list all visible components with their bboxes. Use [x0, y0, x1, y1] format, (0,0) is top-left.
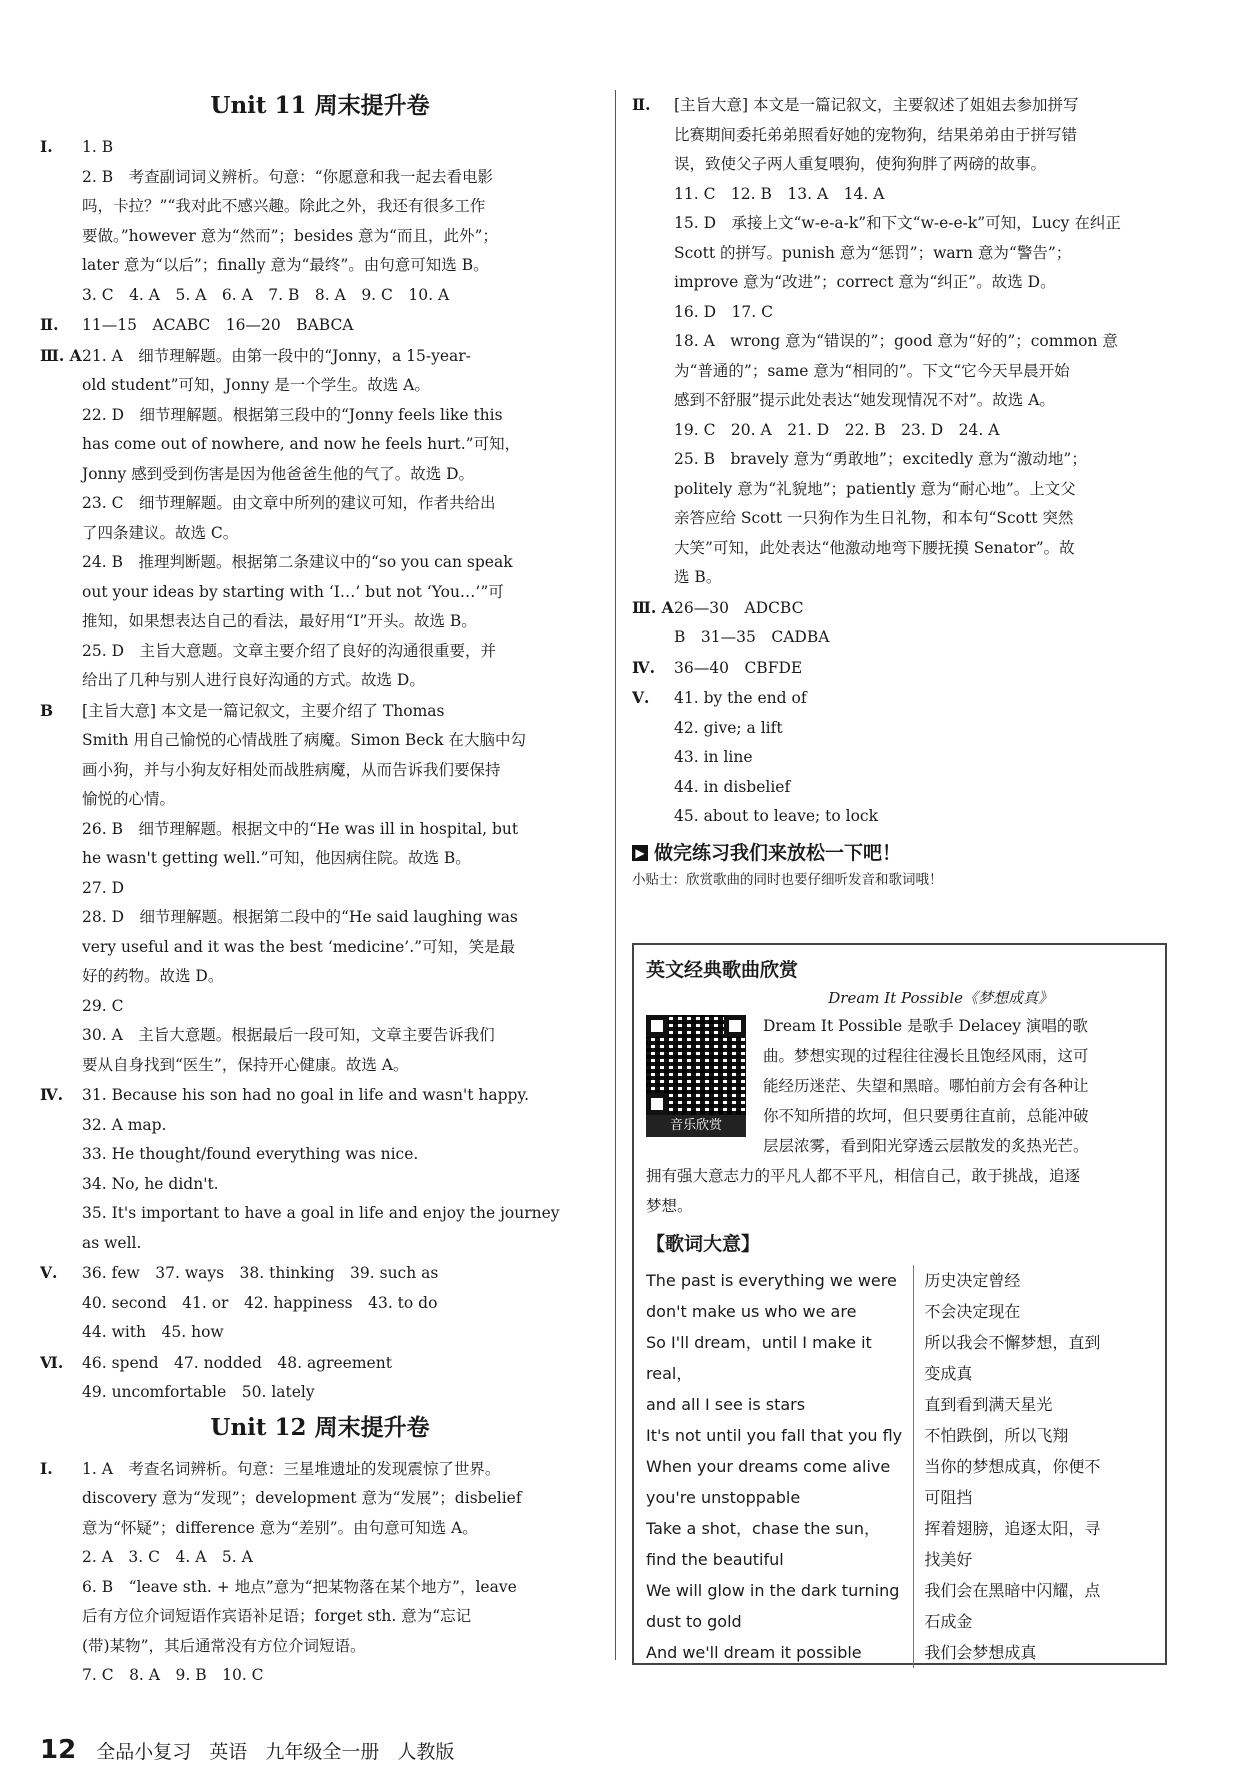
- answer-line: [40, 933, 600, 963]
- answer-line: [40, 1348, 600, 1379]
- answer-line: [40, 430, 600, 460]
- unit11-answers-continued: [632, 90, 1172, 832]
- answer-text: 32. A map.: [82, 1115, 167, 1134]
- answer-text: 28. D 细节理解题。根据第二段中的“He said laughing was: [82, 908, 518, 926]
- answer-text: discovery 意为“发现”；development 意为“发展”；disbelief: [82, 1489, 522, 1507]
- answer-text: Smith 用自己愉悦的心情战胜了病魔。Simon Beck 在大脑中勾: [82, 731, 526, 749]
- answer-text: 1. A 考查名词辨析。句意：三星堆遗址的发现震惊了世界。: [82, 1459, 501, 1478]
- answer-line: [40, 192, 600, 222]
- answer-text: 6. B “leave sth. + 地点”意为“把某物落在某个地方”，leave: [82, 1577, 517, 1596]
- answer-line: [632, 416, 1172, 446]
- song-subtitle: Dream It Possible《梦想成真》: [828, 989, 1053, 1007]
- answer-line: [40, 310, 600, 341]
- lyrics-english: [646, 1265, 914, 1668]
- answer-line: [632, 683, 1172, 714]
- answer-text: 11. C 12. B 13. A 14. A: [674, 184, 885, 203]
- answer-text: 选 B。: [674, 568, 722, 586]
- lyric-line-zh: 挥着翅膀，追逐太阳，寻: [924, 1519, 1101, 1538]
- song-intro-tail: [646, 1161, 1153, 1221]
- answer-text: Scott 的拼写。punish 意为“惩罚”；warn 意为“警告”；: [674, 243, 1072, 262]
- answer-text: he wasn't getting well.”可知，他因病住院。故选 B。: [82, 849, 471, 867]
- answer-text: 35. It's important to have a goal in life and enjoy the journey: [82, 1204, 560, 1222]
- answer-line: [40, 1258, 600, 1289]
- section-label: Ⅲ. A: [632, 597, 674, 617]
- answer-line: [40, 785, 600, 815]
- answer-text: 25. B bravely 意为“勇敢地”；excitedly 意为“激动地”；: [674, 450, 1087, 468]
- lyrics-heading: 【歌词大意】: [646, 1233, 761, 1255]
- answer-text: 15. D 承接上文“w-e-a-k”和下文“w-e-e-k”可知，Lucy 在纠正: [674, 214, 1121, 232]
- answer-line: [40, 401, 600, 431]
- lyric-line-zh: 当你的梦想成真，你便不: [924, 1457, 1101, 1476]
- answer-line: [40, 489, 600, 519]
- section-label: Ⅱ.: [40, 315, 59, 334]
- answer-text: 26. B 细节理解题。根据文中的“He was ill in hospital, but: [82, 819, 519, 838]
- answer-text: (带)某物”，其后通常没有方位介词短语。: [82, 1636, 366, 1655]
- lyric-line-en: When your dreams come alive: [646, 1457, 891, 1476]
- intro-line: 能经历迷茫、失望和黑暗。哪怕前方会有各种让: [763, 1077, 1089, 1095]
- answer-text: 感到不舒服”提示此处表达“她发现情况不对”。故选 A。: [674, 391, 1055, 409]
- answer-line: [40, 1170, 600, 1200]
- answer-line: [40, 962, 600, 992]
- lyric-line-zh: 我们会在黑暗中闪耀，点: [924, 1581, 1101, 1600]
- unit11-title: Unit 11 周末提升卷: [210, 92, 430, 119]
- answer-line: [40, 696, 600, 727]
- answer-text: [主旨大意] 本文是一篇记叙文，主要介绍了 Thomas: [82, 701, 445, 720]
- lyric-line-en: dust to gold: [646, 1612, 742, 1631]
- lyric-line-zh: 所以我会不懈梦想，直到: [924, 1333, 1101, 1352]
- answer-line: [40, 222, 600, 252]
- answer-text: 1. B: [82, 138, 114, 156]
- lyric-line-en: We will glow in the dark turning: [646, 1581, 900, 1600]
- answer-text: 愉悦的心情。: [82, 790, 176, 808]
- unit11-answers: [40, 132, 600, 1408]
- lyric-line-en: It's not until you fall that you fly: [646, 1426, 903, 1445]
- answer-line: [40, 1051, 600, 1081]
- subject-name: 英语: [209, 1741, 248, 1763]
- answer-line: [40, 548, 600, 578]
- answer-line: [632, 563, 1172, 593]
- answer-line: [632, 623, 1172, 653]
- answer-text: 40. second 41. or 42. happiness 43. to do: [82, 1293, 438, 1312]
- answer-text: 7. C 8. A 9. B 10. C: [82, 1666, 264, 1684]
- answer-text: 后有方位介词短语作宾语补足语；forget sth. 意为“忘记: [82, 1607, 472, 1625]
- answer-text: 好的药物。故选 D。: [82, 967, 224, 985]
- answer-line: [40, 903, 600, 933]
- answer-line: [40, 1514, 600, 1544]
- answer-line: [632, 209, 1172, 239]
- answer-text: 了四条建议。故选 C。: [82, 523, 239, 542]
- answer-text: 36. few 37. ways 38. thinking 39. such as: [82, 1264, 439, 1282]
- answer-text: 31. Because his son had no goal in life and wasn't happy.: [82, 1086, 530, 1104]
- answer-text: B 31—35 CADBA: [674, 628, 830, 646]
- unit12-title: Unit 12 周末提升卷: [210, 1413, 430, 1441]
- answer-line: [40, 1543, 600, 1573]
- answer-line: [40, 1454, 600, 1485]
- answer-line: [632, 121, 1172, 151]
- answer-text: very useful and it was the best ‘medicine’.”可知，笑是最: [82, 937, 516, 956]
- lyric-line-zh: 石成金: [924, 1612, 973, 1631]
- relax-title: 做完练习我们来放松一下吧！: [654, 841, 902, 864]
- lyric-line-zh: 不怕跌倒，所以飞翔: [924, 1426, 1069, 1445]
- answer-text: 19. C 20. A 21. D 22. B 23. D 24. A: [674, 420, 1000, 439]
- section-label: Ⅰ.: [40, 137, 53, 156]
- lyric-line-en: Take a shot，chase the sun，: [646, 1519, 880, 1538]
- intro-line: Dream It Possible 是歌手 Delacey 演唱的歌: [763, 1017, 1088, 1035]
- page-number: 12: [40, 1735, 77, 1765]
- answer-text: 给出了几种与别人进行良好沟通的方式。故选 D。: [82, 671, 425, 689]
- answer-text: 26—30 ADCBC: [674, 598, 804, 617]
- answer-text: 27. D: [82, 878, 125, 897]
- arrow-icon: ▶: [632, 845, 648, 861]
- answer-line: [40, 251, 600, 281]
- answer-text: 44. in disbelief: [674, 777, 791, 796]
- qr-caption: 音乐欣赏: [646, 1115, 746, 1137]
- unit12-answers: [40, 1454, 600, 1691]
- answer-text: 吗，卡拉？”“我对此不感兴趣。除此之外，我还有很多工作: [82, 197, 486, 215]
- lyrics-table: [646, 1265, 1153, 1668]
- answer-text: 22. D 细节理解题。根据第三段中的“Jonny feels like this: [82, 405, 503, 424]
- answer-text: 43. in line: [674, 748, 753, 766]
- answer-line: [632, 239, 1172, 269]
- answer-line: [632, 714, 1172, 744]
- section-label: Ⅳ.: [632, 657, 655, 677]
- answer-line: [40, 756, 600, 786]
- answer-line: [632, 743, 1172, 773]
- answer-line: [632, 268, 1172, 298]
- answer-line: [40, 874, 600, 904]
- answer-line: [40, 1573, 600, 1603]
- answer-text: 41. by the end of: [674, 689, 807, 707]
- answer-text: improve 意为“改进”；correct 意为“纠正”。故选 D。: [674, 273, 1056, 291]
- answer-line: [40, 1021, 600, 1051]
- section-label: Ⅵ.: [40, 1352, 64, 1372]
- qr-code[interactable]: [646, 1015, 751, 1143]
- answer-line: [40, 578, 600, 608]
- tip-text: 小贴士：欣赏歌曲的同时也要仔细听发音和歌词哦！: [632, 871, 943, 888]
- answer-text: as well.: [82, 1233, 142, 1252]
- lyric-line-en: find the beautiful: [646, 1550, 784, 1569]
- answer-line: [632, 357, 1172, 387]
- answer-line: [40, 1289, 600, 1319]
- intro-line: 你不知所措的坎坷，但只要勇往直前，总能冲破: [763, 1107, 1089, 1125]
- answer-line: [40, 281, 600, 311]
- answer-text: 误，致使父子两人重复喂狗，使狗狗胖了两磅的故事。: [674, 155, 1047, 173]
- answer-text: 意为“怀疑”；difference 意为“差别”。由句意可知选 A。: [82, 1518, 478, 1537]
- left-column: [40, 90, 600, 1691]
- intro-line: 曲。梦想实现的过程往往漫长且饱经风雨，这可: [763, 1047, 1089, 1065]
- lyric-line-zh: 不会决定现在: [924, 1302, 1021, 1321]
- answer-line: [632, 327, 1172, 357]
- section-label: Ⅳ.: [40, 1085, 63, 1104]
- lyric-line-en: you're unstoppable: [646, 1488, 801, 1507]
- section-label: Ⅴ.: [632, 688, 650, 707]
- answer-text: 16. D 17. C: [674, 302, 773, 321]
- answer-text: 亲答应给 Scott 一只狗作为生日礼物，和本句“Scott 突然: [674, 509, 1074, 527]
- lyric-line-zh: 可阻挡: [924, 1488, 973, 1507]
- answer-line: [40, 132, 600, 163]
- answer-line: [40, 726, 600, 756]
- answer-text: old student”可知，Jonny 是一个学生。故选 A。: [82, 376, 430, 394]
- lyrics-chinese: [914, 1265, 1153, 1668]
- answer-text: 21. A 细节理解题。由第一段中的“Jonny，a 15-year-: [82, 346, 471, 365]
- answer-text: 18. A wrong 意为“错误的”；good 意为“好的”；common 意: [674, 332, 1118, 350]
- answer-line: [632, 534, 1172, 564]
- answer-text: 44. with 45. how: [82, 1323, 224, 1341]
- answer-text: 33. He thought/found everything was nice.: [82, 1145, 419, 1163]
- answer-line: [40, 1199, 600, 1229]
- answer-line: [40, 341, 600, 372]
- intro-line: 拥有强大意志力的平凡人都不平凡，相信自己，敢于挑战，追逐: [646, 1167, 1081, 1185]
- answer-line: [632, 298, 1172, 328]
- answer-line: [40, 637, 600, 667]
- answer-line: [40, 1632, 600, 1662]
- answer-line: [40, 371, 600, 401]
- answer-text: 11—15 ACABC 16—20 BABCA: [82, 316, 354, 334]
- answer-line: [40, 815, 600, 845]
- answer-text: has come out of nowhere, and now he feels hurt.”可知，: [82, 435, 521, 453]
- answer-text: 49. uncomfortable 50. lately: [82, 1383, 315, 1401]
- answer-text: 23. C 细节理解题。由文章中所列的建议可知，作者共给出: [82, 494, 496, 512]
- answer-line: [632, 593, 1172, 624]
- relax-heading: [632, 838, 1172, 868]
- answer-text: politely 意为“礼貌地”；patiently 意为“耐心地”。上文父: [674, 479, 1076, 498]
- answer-line: [632, 504, 1172, 534]
- answer-line: [40, 607, 600, 637]
- section-label: Ⅱ.: [632, 95, 651, 114]
- book-name: 全品小复习: [96, 1741, 192, 1763]
- answer-line: [632, 90, 1172, 121]
- lyric-line-en: The past is everything we were: [646, 1271, 897, 1290]
- lyric-line-en: and all I see is stars: [646, 1395, 806, 1414]
- lyric-line-zh: 找美好: [924, 1550, 973, 1569]
- answer-text: 46. spend 47. nodded 48. agreement: [82, 1353, 392, 1372]
- answer-text: later 意为“以后”；finally 意为“最终”。由句意可知选 B。: [82, 256, 489, 274]
- answer-line: [40, 1140, 600, 1170]
- answer-line: [40, 1484, 600, 1514]
- answer-line: [632, 180, 1172, 210]
- lyric-line-en: real，: [646, 1364, 693, 1383]
- answer-text: 2. A 3. C 4. A 5. A: [82, 1548, 253, 1566]
- answer-line: [40, 1661, 600, 1691]
- lyric-line-zh: 历史决定曾经: [924, 1271, 1021, 1290]
- answer-line: [40, 1229, 600, 1259]
- answer-line: [40, 163, 600, 193]
- song-box: [632, 943, 1167, 1665]
- lyric-line-zh: 我们会梦想成真: [924, 1643, 1037, 1662]
- answer-line: [40, 1080, 600, 1111]
- answer-text: 为“普通的”；same 意为“相同的”。下文“它今天早晨开始: [674, 361, 1070, 380]
- answer-line: [40, 1602, 600, 1632]
- answer-line: [40, 1318, 600, 1348]
- answer-text: 45. about to leave; to lock: [674, 807, 878, 825]
- answer-text: 2. B 考查副词词义辨析。句意：“你愿意和我一起去看电影: [82, 167, 494, 186]
- intro-line: 梦想。: [646, 1197, 693, 1215]
- answer-line: [632, 773, 1172, 803]
- answer-line: [40, 519, 600, 549]
- answer-text: 42. give; a lift: [674, 718, 783, 737]
- answer-text: 大笑”可知，此处表达“他激动地弯下腰抚摸 Senator”。故: [674, 538, 1075, 557]
- answer-line: [40, 460, 600, 490]
- answer-text: 3. C 4. A 5. A 6. A 7. B 8. A 9. C 10. A: [82, 285, 450, 304]
- lyric-line-en: don't make us who we are: [646, 1302, 857, 1321]
- answer-text: 推知，如果想表达自己的看法，最好用“I”开头。故选 B。: [82, 612, 477, 630]
- lyric-line-zh: 变成真: [924, 1364, 973, 1383]
- lyric-line-en: And we'll dream it possible: [646, 1643, 862, 1662]
- answer-line: [40, 1378, 600, 1408]
- answer-text: 25. D 主旨大意题。文章主要介绍了良好的沟通很重要，并: [82, 641, 497, 660]
- page-footer: [40, 1735, 466, 1765]
- answer-line: [40, 992, 600, 1022]
- lyric-line-en: So I'll dream，until I make it: [646, 1333, 872, 1352]
- section-label: Ⅲ. A: [40, 345, 82, 365]
- answer-text: 34. No, he didn't.: [82, 1174, 219, 1193]
- section-label: Ⅴ.: [40, 1263, 58, 1282]
- answer-line: [632, 475, 1172, 505]
- answer-text: [主旨大意] 本文是一篇记叙文，主要叙述了姐姐去参加拼写: [674, 96, 1079, 114]
- section-label: Ⅰ.: [40, 1458, 53, 1478]
- answer-text: 24. B 推理判断题。根据第二条建议中的“so you can speak: [82, 553, 513, 571]
- answer-line: [632, 150, 1172, 180]
- answer-text: 画小狗，并与小狗友好相处而战胜病魔，从而告诉我们要保持: [82, 760, 501, 779]
- answer-text: 比赛期间委托弟弟照看好她的宠物狗，结果弟弟由于拼写错: [674, 125, 1078, 144]
- answer-line: [632, 445, 1172, 475]
- intro-line: 层层浓雾，看到阳光穿透云层散发的炙热光芒。: [763, 1137, 1089, 1155]
- answer-line: [40, 844, 600, 874]
- answer-line: [40, 1111, 600, 1141]
- grade-name: 九年级全一册: [265, 1741, 380, 1763]
- answer-line: [632, 802, 1172, 832]
- answer-line: [632, 653, 1172, 684]
- answer-text: Jonny 感到受到伤害是因为他爸爸生他的气了。故选 D。: [82, 464, 475, 483]
- song-heading: 英文经典歌曲欣赏: [646, 959, 799, 981]
- section-label: B: [40, 700, 54, 720]
- qr-code-icon: [646, 1015, 746, 1115]
- lyric-line-zh: 直到看到满天星光: [924, 1395, 1053, 1414]
- answer-text: 要从自身找到“医生”，保持开心健康。故选 A。: [82, 1055, 409, 1074]
- column-divider: [615, 90, 616, 1660]
- edition-name: 人教版: [397, 1741, 455, 1763]
- answer-text: out your ideas by starting with ‘I…’ but not ‘You…’”可: [82, 582, 504, 601]
- answer-text: 30. A 主旨大意题。根据最后一段可知，文章主要告诉我们: [82, 1026, 495, 1044]
- answer-line: [40, 666, 600, 696]
- answer-line: [632, 386, 1172, 416]
- answer-text: 要做。”however 意为“然而”；besides 意为“而且，此外”；: [82, 226, 498, 245]
- right-column: [632, 90, 1172, 892]
- answer-text: 36—40 CBFDE: [674, 658, 803, 677]
- answer-text: 29. C: [82, 996, 124, 1015]
